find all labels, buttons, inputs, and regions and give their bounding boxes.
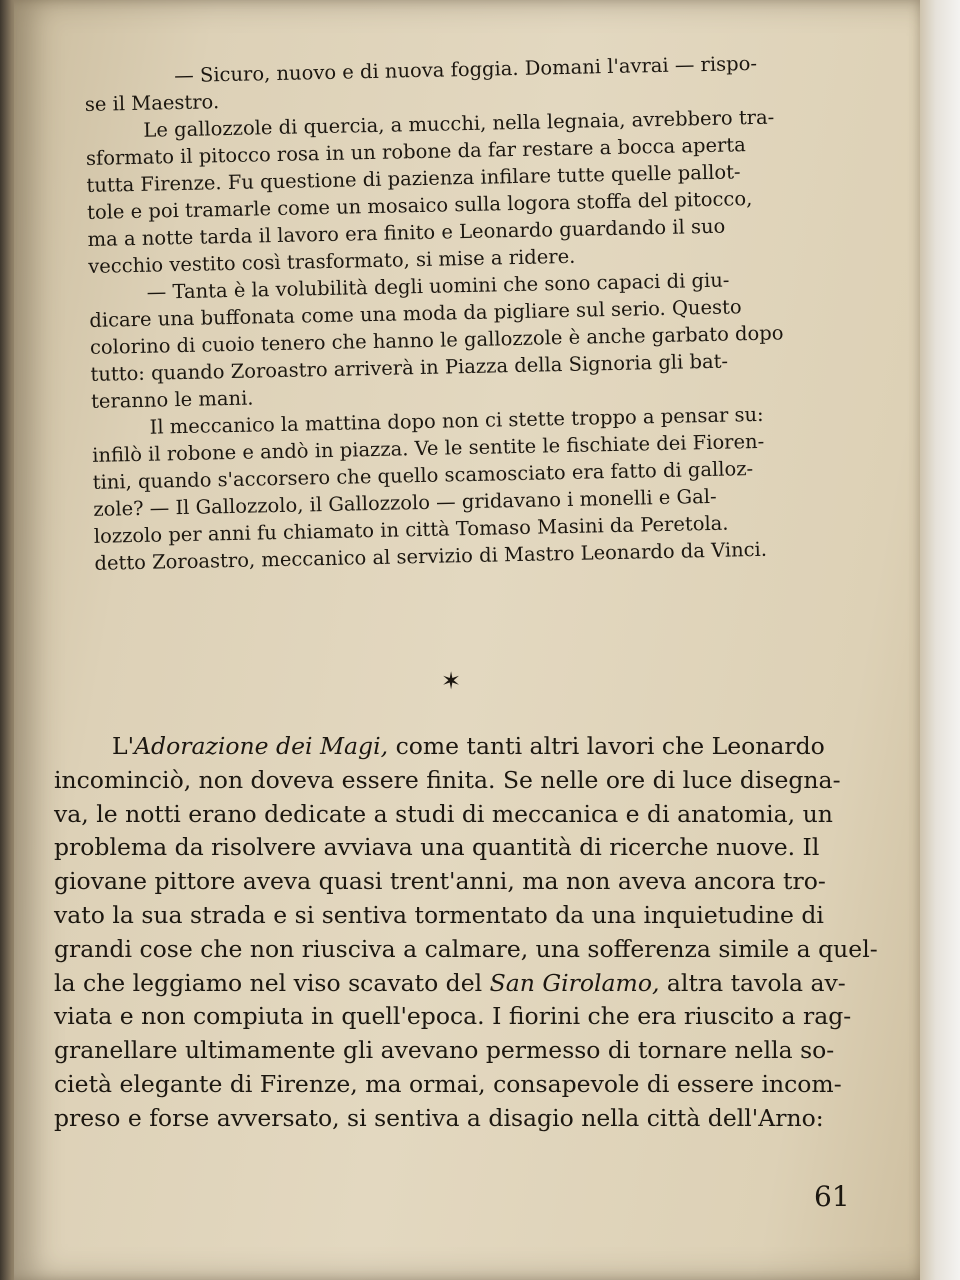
text-line: giovane pittore aveva quasi trent'anni, ma non aveva ancora tro- [54,867,826,896]
text-line: colorino di cuoio tenero che hanno le gallozzole è anche garbato dopo [89,321,784,359]
bottom-passage [54,730,878,1136]
text-line: tutta Firenze. Fu questione di pazienza infilare tutte quelle pallot- [86,160,741,197]
text-line: vecchio vestito così trasformato, si mise a ridere. [88,244,576,278]
text-line: Il meccanico la mattina dopo non ci stette troppo a pensar su: [149,402,764,439]
text-line: sformato il pitocco rosa in un robone da far restare a bocca aperta [85,133,746,170]
artwork-title-adorazione: Adorazione dei Magi, [134,732,389,760]
text-line: detto Zoroastro, meccanico al servizio di Mastro Leonardo da Vinci. [94,537,768,575]
text-line: teranno le mani. [90,386,254,413]
book-page [14,0,924,1280]
text-fragment: L' [112,732,135,760]
text-line: zole? — Il Gallozzolo, il Gallozzolo — gridavano i monelli e Gal- [93,484,717,521]
text-line: vato la sua strada e si sentiva tormentato da una inquietudine di [54,900,824,929]
text-line: incominciò, non doveva essere finita. Se nelle ore di luce disegna- [54,765,841,794]
text-line: viata e non compiuta in quell'epoca. I fiorini che era riuscito a rag- [54,1002,852,1031]
text-line: grandi cose che non riusciva a calmare, una sofferenza simile a quel- [54,934,878,963]
text-line: cietà elegante di Firenze, ma ormai, consapevole di essere incom- [54,1069,842,1098]
text-line: — Sicuro, nuovo e di nuova foggia. Domani l'avrai — rispo- [174,51,758,88]
text-line: Le gallozzole di quercia, a mucchi, nella legnaia, avrebbero tra- [143,105,775,142]
text-line [54,730,854,764]
text-line: ma a notte tarda il lavoro era finito e Leonardo guardando il suo [87,214,726,251]
text-line: granellare ultimamente gli avevano permesso di tornare nella so- [54,1036,835,1065]
text-line: tole e poi tramarle come un mosaico sulla logora stoffa del pitocco, [86,187,753,224]
text-line: lozzolo per anni fu chiamato in città Tomaso Masini da Peretola. [93,511,729,548]
section-separator-star: ✶ [440,667,462,695]
text-fragment: la che leggiamo nel viso scavato del [54,968,490,997]
text-fragment: altra tavola av- [659,968,846,997]
page-number: 61 [814,1180,850,1213]
text-line: — Tanta è la volubilità degli uomini che sono capaci di giu- [146,268,730,304]
page-edge-stack [920,0,960,1280]
text-line: dicare una buffonata come una moda da pigliare sul serio. Questo [89,295,742,332]
text-line: va, le notti erano dedicate a studi di meccanica e di anatomia, un [54,799,833,828]
text-line: tini, quando s'accorsero che quello scamosciato era fatto di galloz- [92,457,754,494]
artwork-title-san-girolamo: San Girolamo, [489,968,660,997]
text-fragment: come tanti altri lavori che Leonardo [388,732,825,760]
text-line: tutto: quando Zoroastro arriverà in Piazza della Signoria gli bat- [90,349,729,386]
text-line: preso e forse avversato, si sentiva a disagio nella città dell'Arno: [54,1103,824,1132]
top-passage [84,49,825,577]
text-line: problema da risolvere avviava una quantità di ricerche nuove. Il [54,833,820,862]
text-line: se il Maestro. [84,90,220,116]
text-line: infilò il robone e andò in piazza. Ve le sentite le fischiate dei Fioren- [91,429,765,467]
text-line [54,967,854,1001]
